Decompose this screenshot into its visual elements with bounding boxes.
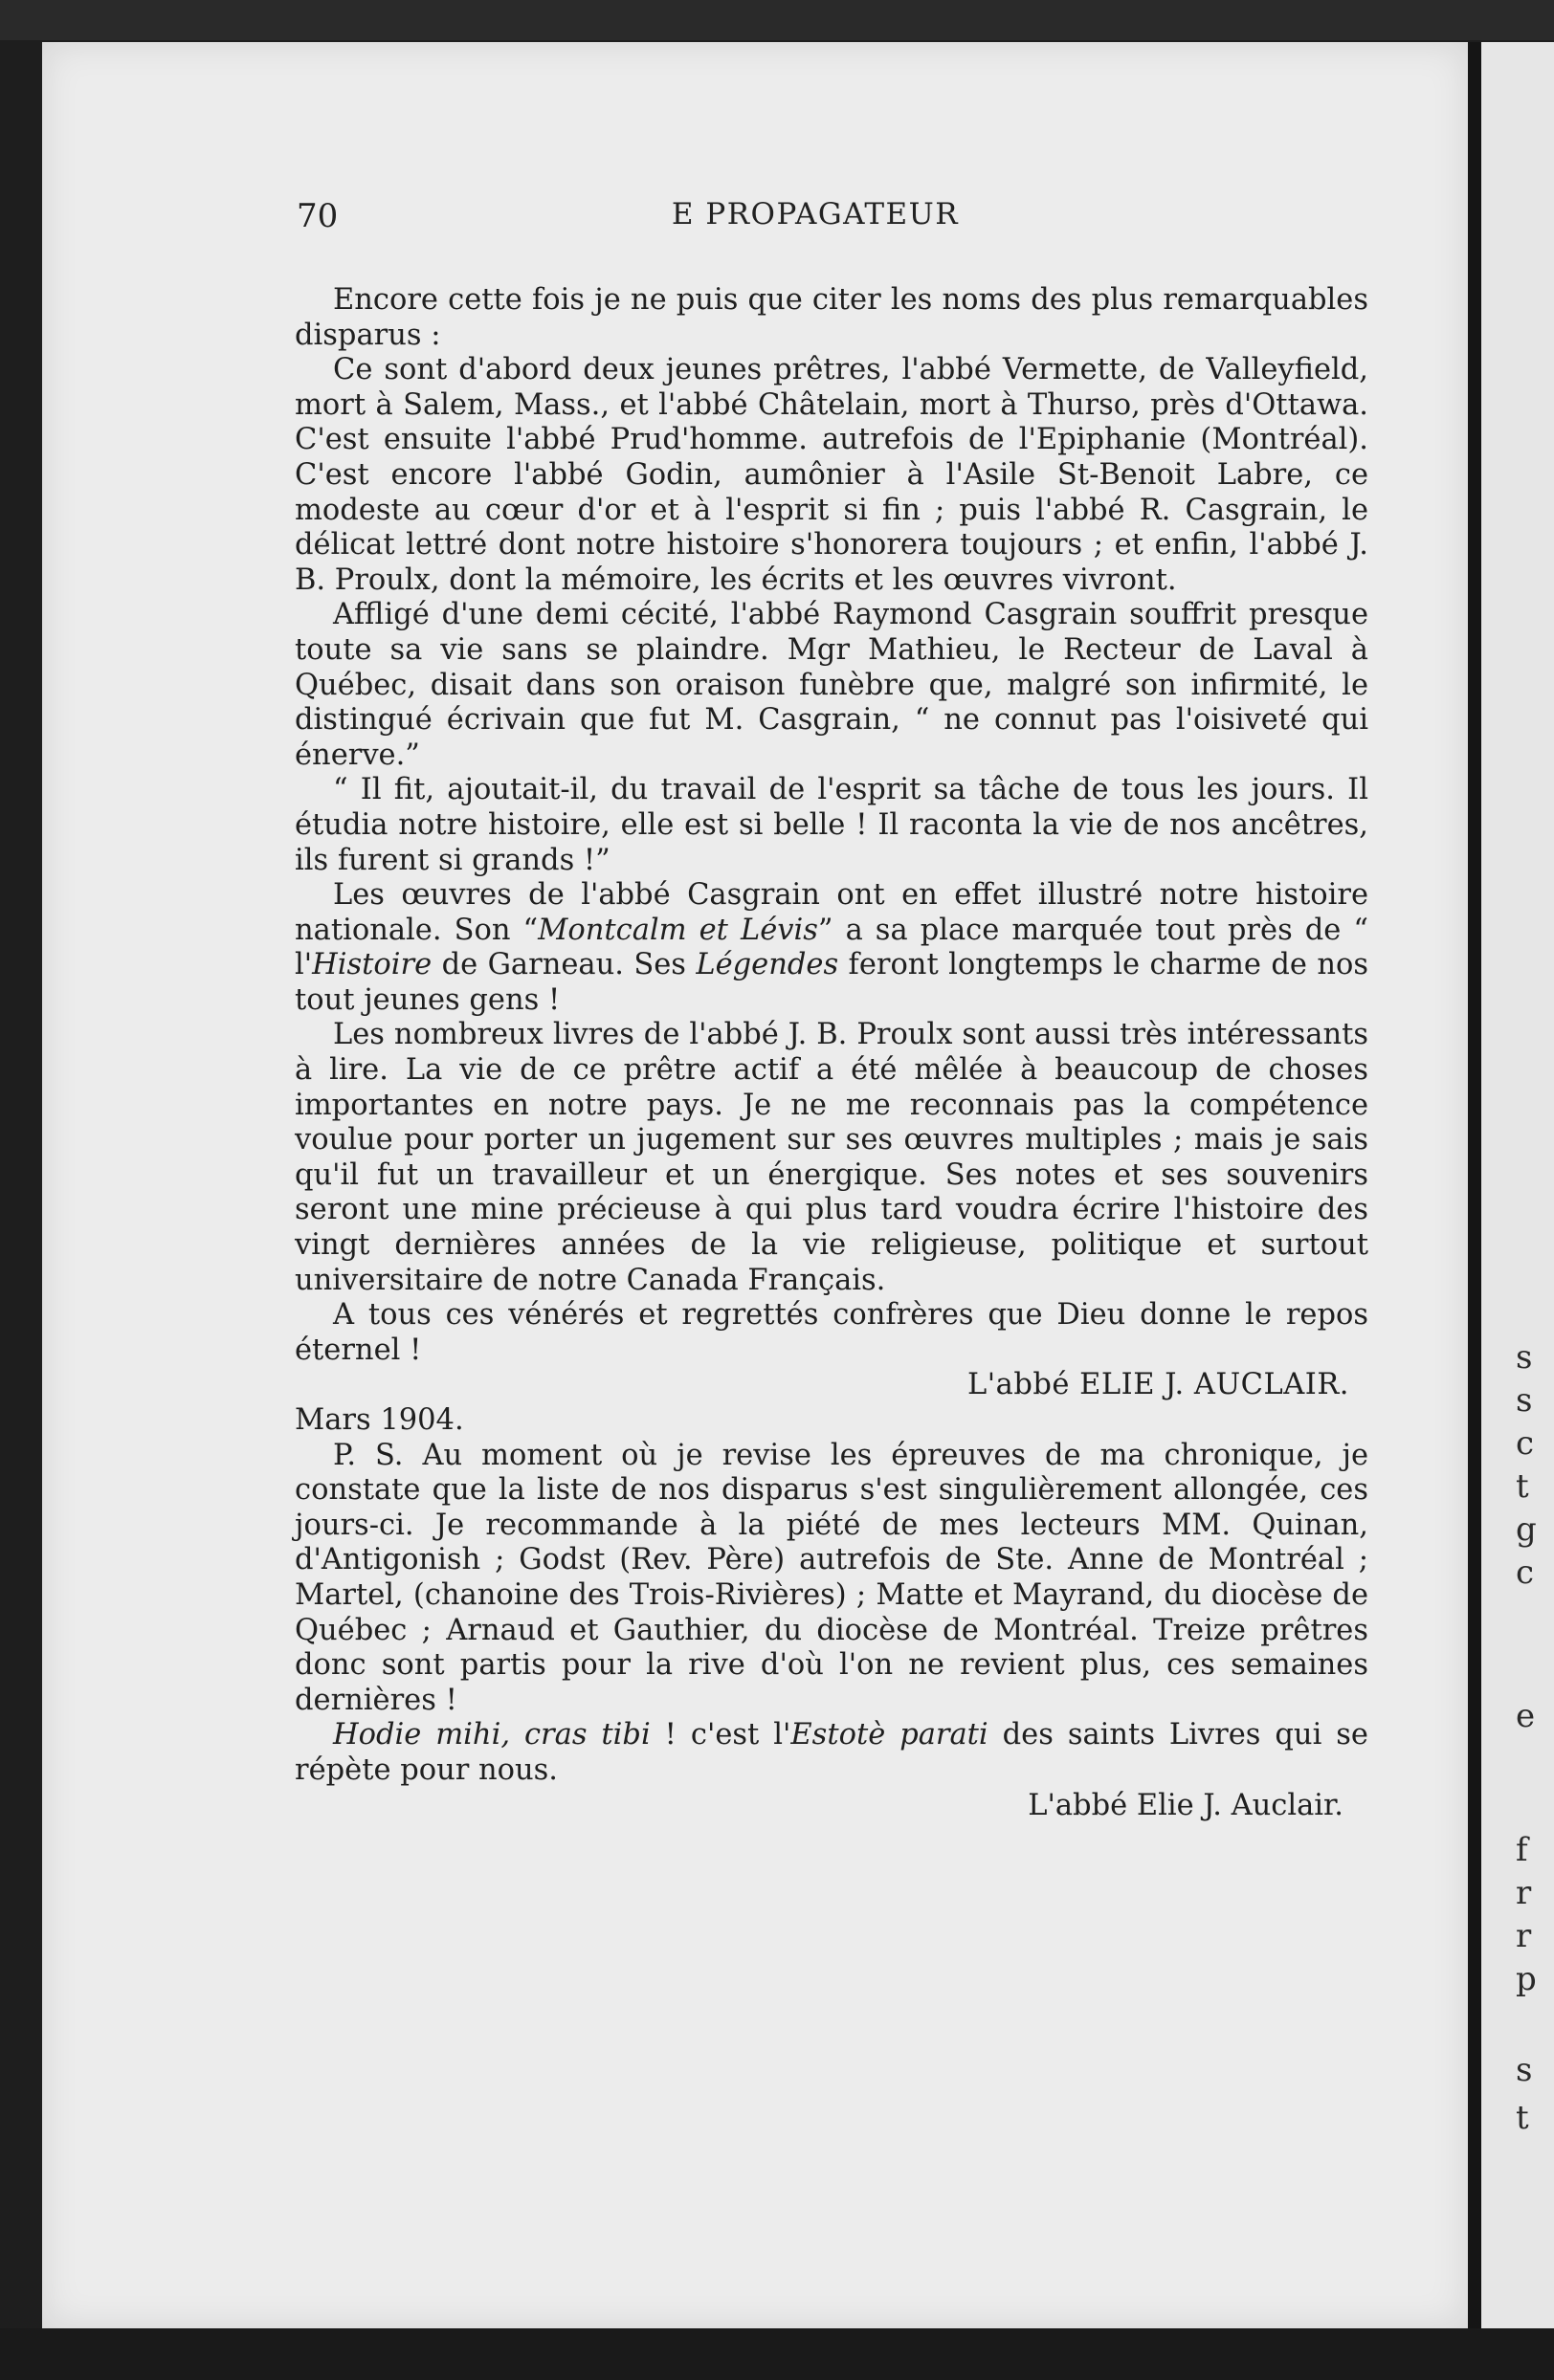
facing-page-fragment: t xyxy=(1516,1467,1529,1506)
scanner-bottom-edge xyxy=(0,2328,1554,2380)
paragraph: Encore cette fois je ne puis que citer les noms des plus remarquables disparus : xyxy=(295,283,1368,352)
page-gutter xyxy=(1468,42,1481,2328)
text-run: de Garneau. Ses xyxy=(432,948,697,982)
facing-page-fragment: p xyxy=(1516,1960,1537,1998)
facing-page-fragment: s xyxy=(1516,2051,1533,2089)
page-number: 70 xyxy=(297,197,339,235)
paragraph: Ce sont d'abord deux jeunes prêtres, l'abbé Vermette, de Valleyfield, mort à Salem, Mass., et l'abbé Châtelain, mort à Thurso, près d'Ottawa. C'est ensuite l'abbé Prud'homme. autrefois de l'Epiphanie (Montréal). C'est encore l'abbé Godin, aumônier à l'Asile St-Benoit Labre, ce modeste au cœur d'or et à l'esprit si fin ; puis l'abbé R. Casgrain, le délicat lettré dont notre histoire s'honorera toujours ; et enfin, l'abbé J. B. Proulx, dont la mémoire, les écrits et les œuvres vivront. xyxy=(295,353,1368,597)
book-title: Histoire xyxy=(312,948,433,982)
facing-page-fragment: c xyxy=(1516,1554,1535,1592)
facing-page-fragment: g xyxy=(1516,1510,1537,1549)
facing-page-fragment: c xyxy=(1516,1424,1535,1463)
text-run: ” a sa place marquée tout près de “ l' xyxy=(295,913,1368,982)
text-run: des saints Livres qui se répète pour nous. xyxy=(295,1718,1368,1787)
facing-page-fragment: r xyxy=(1516,1917,1532,1955)
facing-page-fragment: f xyxy=(1516,1831,1528,1869)
facing-page-fragment: s xyxy=(1516,1338,1533,1377)
latin-phrase: Hodie mihi, cras tibi xyxy=(333,1718,651,1752)
running-header xyxy=(251,187,1380,245)
article-body xyxy=(295,283,1368,1823)
facing-page-edge xyxy=(1481,42,1554,2328)
scanner-top-edge xyxy=(0,0,1554,40)
paragraph: “ Il fit, ajoutait-il, du travail de l'esprit sa tâche de tous les jours. Il étudia notre histoire, elle est si belle ! Il raconta la vie de nos ancêtres, ils furent si grands !” xyxy=(295,773,1368,877)
book-title: Montcalm et Lévis xyxy=(538,913,818,947)
paragraph: Affligé d'une demi cécité, l'abbé Raymond Casgrain souffrit presque toute sa vie sans se plaindre. Mgr Mathieu, le Recteur de Laval à Québec, disait dans son oraison funèbre que, malgré son infirmité, le distingué écrivain que fut M. Casgrain, “ ne connut pas l'oisiveté qui énerve.” xyxy=(295,598,1368,772)
author-signature: L'abbé ELIE J. AUCLAIR. xyxy=(967,1368,1349,1402)
text-run: Les œuvres de l'abbé Casgrain ont en effet illustré notre histoire nationale. Son “ xyxy=(295,878,1368,947)
facing-page-fragment: r xyxy=(1516,1874,1532,1912)
book-title: Légendes xyxy=(696,948,839,982)
text-run: feront longtemps le charme de nos tout jeunes gens ! xyxy=(295,948,1368,1017)
page-header-title: E PROPAGATEUR xyxy=(671,197,960,231)
date-line: Mars 1904. xyxy=(295,1403,464,1437)
facing-page-fragment: s xyxy=(1516,1381,1533,1420)
latin-phrase: Estotè parati xyxy=(790,1718,988,1752)
paragraph: A tous ces vénérés et regrettés confrères que Dieu donne le repos éternel ! xyxy=(295,1298,1368,1367)
facing-page-fragment: e xyxy=(1516,1697,1536,1735)
facing-page-fragment: t xyxy=(1516,2099,1529,2137)
paragraph: Les nombreux livres de l'abbé J. B. Proulx sont aussi très intéressants à lire. La vie de ce prêtre actif a été mêlée à beaucoup de choses importantes en notre pays. Je ne me reconnais pas la compétence voulue pour porter un jugement sur ses œuvres multiples ; mais je sais qu'il fut un travailleur et un énergique. Ses notes et ses souvenirs seront une mine précieuse à qui plus tard voudra écrire l'histoire des vingt dernières années de la vie religieuse, politique et surtout universitaire de notre Canada Français. xyxy=(295,1018,1368,1297)
paragraph xyxy=(295,878,1368,1018)
paragraph xyxy=(295,1718,1368,1788)
text-run: ! c'est l' xyxy=(650,1718,791,1752)
author-signature-bottom: L'abbé Elie J. Auclair. xyxy=(1028,1788,1343,1822)
postscript: P. S. Au moment où je revise les épreuves de ma chronique, je constate que la liste de nos disparus s'est singulièrement allongée, ces jours-ci. Je recommande à la piété de mes lecteurs MM. Quinan, d'Antigonish ; Godst (Rev. Père) autrefois de Ste. Anne de Montréal ; Martel, (chanoine des Trois-Rivières) ; Matte et Mayrand, du diocèse de Québec ; Arnaud et Gauthier, du diocèse de Montréal. Treize prêtres donc sont partis pour la rive d'où l'on ne revient plus, ces semaines dernières ! xyxy=(295,1438,1368,1717)
